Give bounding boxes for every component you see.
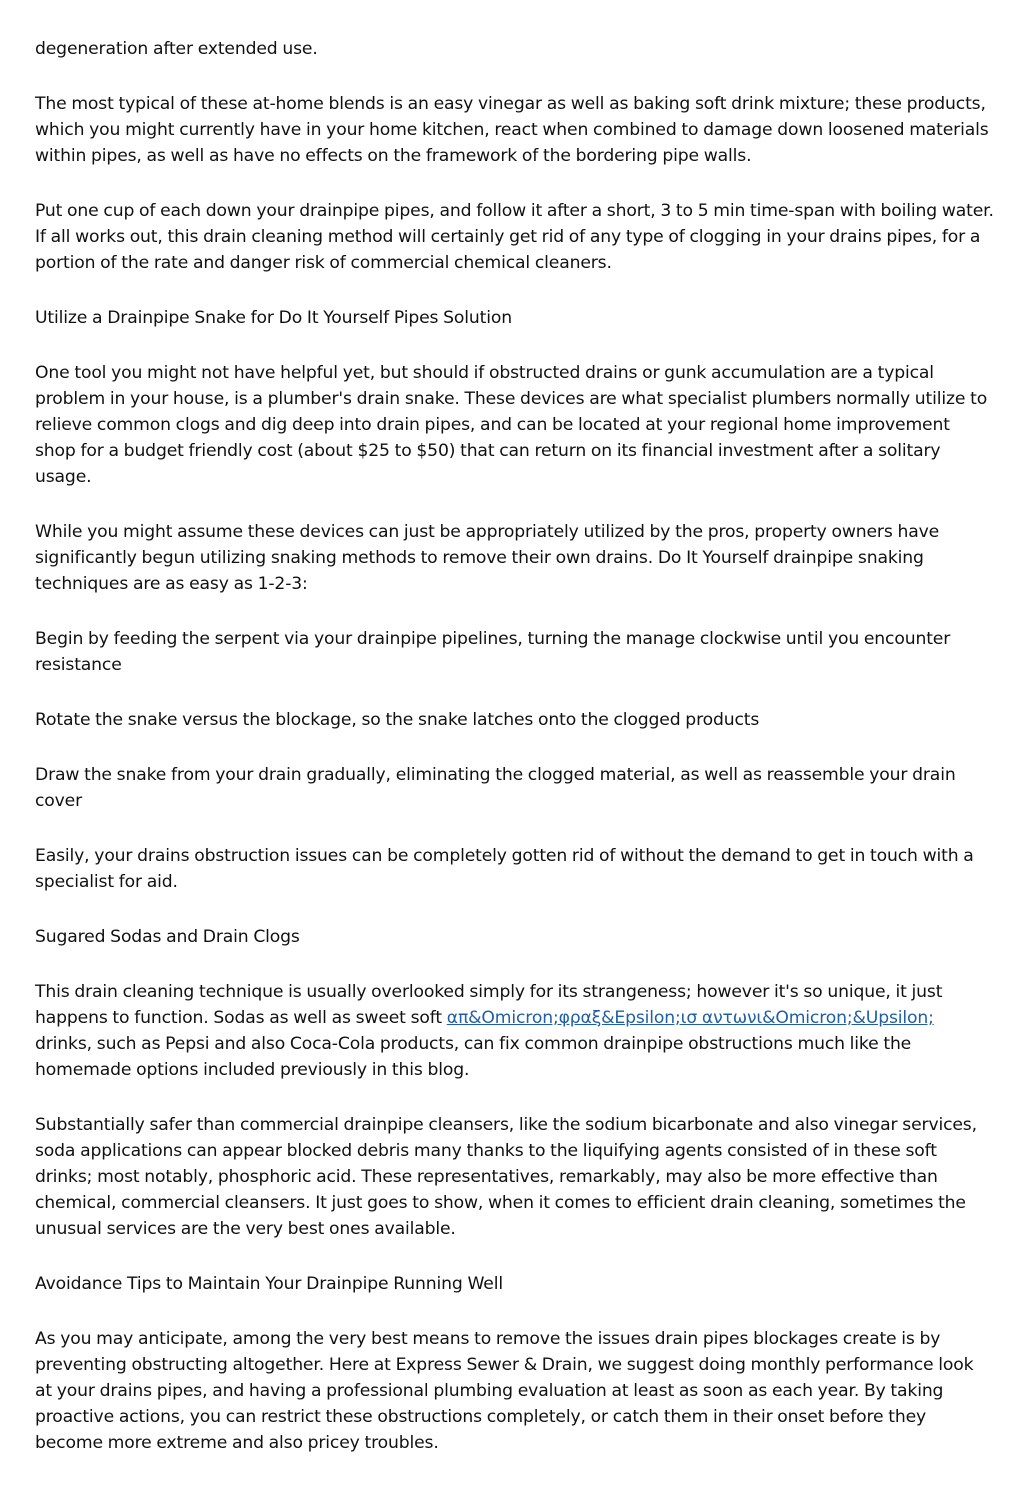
paragraph-vinegar-mixture: The most typical of these at-home blends is an easy vinegar as well as baking soft drink mixture; these products, which you might currently have in your home kitchen, react when combined to damage down loosened materials within pipes, as well as have no effects on the framework of the bordering pipe walls. <box>35 94 989 166</box>
paragraph-snake-tool: One tool you might not have helpful yet, but should if obstructed drains or gunk accumulation are a typical problem in your house, is a plumber's drain snake. These devices are what specialist plumbers normally utilize to relieve common clogs and dig deep into drain pipes, and can be located at your regional home improvement shop for a budget friendly cost (about $25 to $50) that can return on its financial investment after a solitary usage. <box>35 363 988 487</box>
paragraph-step-3: Draw the snake from your drain gradually, eliminating the clogged material, as well as reassemble your drain cover <box>35 765 956 811</box>
inline-link[interactable]: απ&Omicron;φραξ&Epsilon;ισ αντωνι&Omicron;&Upsilon; <box>446 1008 934 1028</box>
section-heading-avoidance-tips: Avoidance Tips to Maintain Your Drainpipe Running Well <box>35 1274 503 1294</box>
document-body <box>35 36 995 1485</box>
paragraph-snaking-methods: While you might assume these devices can just be appropriately utilized by the pros, property owners have significantly begun utilizing snaking methods to remove their own drains. Do It Yourself drainpipe snaking techniques are as easy as 1-2-3: <box>35 522 940 594</box>
section-heading-sugared-sodas: Sugared Sodas and Drain Clogs <box>35 927 300 947</box>
link-paragraph-before: This drain cleaning technique is usually overlooked simply for its strangeness; however it's so unique, it just happens to function. Sodas as well as sweet soft <box>35 982 943 1028</box>
link-paragraph-after: drinks, such as Pepsi and also Coca-Cola products, can fix common drainpipe obstructions much like the homemade options included previously in this blog. <box>35 1034 912 1080</box>
paragraph-continuation: degeneration after extended use. <box>35 39 318 59</box>
paragraph-boiling-water: Put one cup of each down your drainpipe pipes, and follow it after a short, 3 to 5 min time-span with boiling water. If all works out, this drain cleaning method will certainly get rid of any type of clogging in your drains pipes, for a portion of the rate and danger risk of commercial chemical cleaners. <box>35 201 994 273</box>
paragraph-obstruction-summary: Easily, your drains obstruction issues can be completely gotten rid of without the demand to get in touch with a specialist for aid. <box>35 846 974 892</box>
paragraph-step-2: Rotate the snake versus the blockage, so the snake latches onto the clogged products <box>35 710 760 730</box>
section-heading-drain-snake: Utilize a Drainpipe Snake for Do It Yourself Pipes Solution <box>35 308 512 328</box>
paragraph-soda-safety: Substantially safer than commercial drainpipe cleansers, like the sodium bicarbonate and also vinegar services, soda applications can appear blocked debris many thanks to the liquifying agents consisted of in these soft drinks; most notably, phosphoric acid. These representatives, remarkably, may also be more effective than chemical, commercial cleansers. It just goes to show, when it comes to efficient drain cleaning, sometimes the unusual services are the very best ones available. <box>35 1115 977 1239</box>
paragraph-step-1: Begin by feeding the serpent via your drainpipe pipelines, turning the manage clockwise until you encounter resistance <box>35 629 951 675</box>
paragraph-soda-technique <box>35 979 995 1083</box>
paragraph-prevention: As you may anticipate, among the very best means to remove the issues drain pipes blockages create is by preventing obstructing altogether. Here at Express Sewer & Drain, we suggest doing monthly performance look at your drains pipes, and having a professional plumbing evaluation at least as soon as each year. By taking proactive actions, you can restrict these obstructions completely, or catch them in their onset before they become more extreme and also pricey troubles. <box>35 1329 974 1453</box>
